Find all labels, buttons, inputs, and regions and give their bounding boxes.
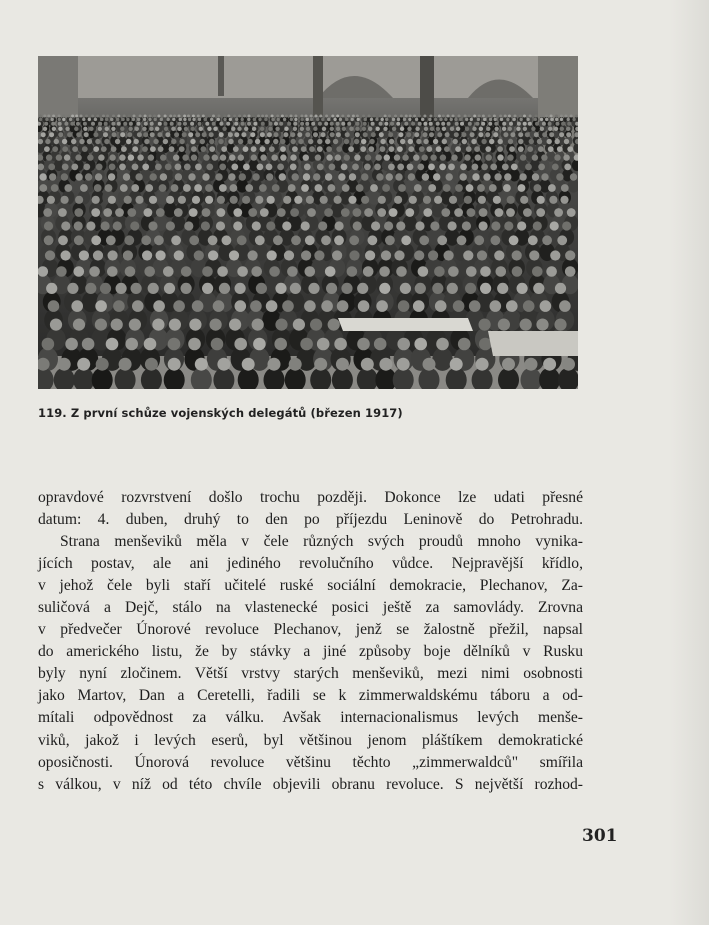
text-line: s válkou, v níž od této chvíle objevili obranu revoluce. S největší rozhod- bbox=[38, 775, 583, 793]
page-edge-shadow bbox=[669, 0, 709, 925]
text-line: oposičnosti. Únorová revoluce většinu těchto „zimmerwaldců" smířila bbox=[38, 753, 583, 771]
text-line: do amerického listu, že by stávky a jiné způsoby boje dělníků v Rusku bbox=[38, 643, 583, 661]
text-line: v předvečer Únorové revoluce Plechanov, jenž se žalostně přežil, napsal bbox=[38, 621, 583, 639]
text-line: Strana menševiků měla v čele různých svých proudů mnoho vynika- bbox=[60, 533, 583, 551]
text-line: jako Martov, Dan a Ceretelli, řadili se k zimmerwaldskému táboru a od- bbox=[38, 687, 583, 705]
text-line: jících postav, ale ani jediného revolučního vůdce. Nejpravější křídlo, bbox=[38, 555, 583, 573]
historical-photo bbox=[38, 56, 578, 389]
text-line: viků, jakož i levých eserů, byl většinou jenom pláštíkem demokratické bbox=[38, 731, 583, 749]
page-number: 301 bbox=[582, 826, 618, 846]
text-line: opravdové rozvrstvení došlo trochu později. Dokonce lze udati přesné bbox=[38, 489, 583, 506]
text-line: datum: 4. duben, druhý to den po příjezdu Leninově do Petrohradu. bbox=[38, 511, 583, 529]
body-text bbox=[38, 487, 583, 796]
text-line: suličová a Dejč, stálo na vlastenecké posici ještě za samovlády. Zrovna bbox=[38, 599, 583, 617]
text-line: v jehož čele byli staří učitelé ruské sociální demokracie, Plechanov, Za- bbox=[38, 577, 583, 595]
text-line: mítali odpovědnost za válku. Avšak internacionalismus levých menše- bbox=[38, 709, 583, 727]
figure-caption: 119. Z první schůze vojenských delegátů (březen 1917) bbox=[38, 406, 403, 420]
text-line: byly nyní zločinem. Větší vrstvy starých menševiků, mezi nimi osobnosti bbox=[38, 665, 583, 683]
